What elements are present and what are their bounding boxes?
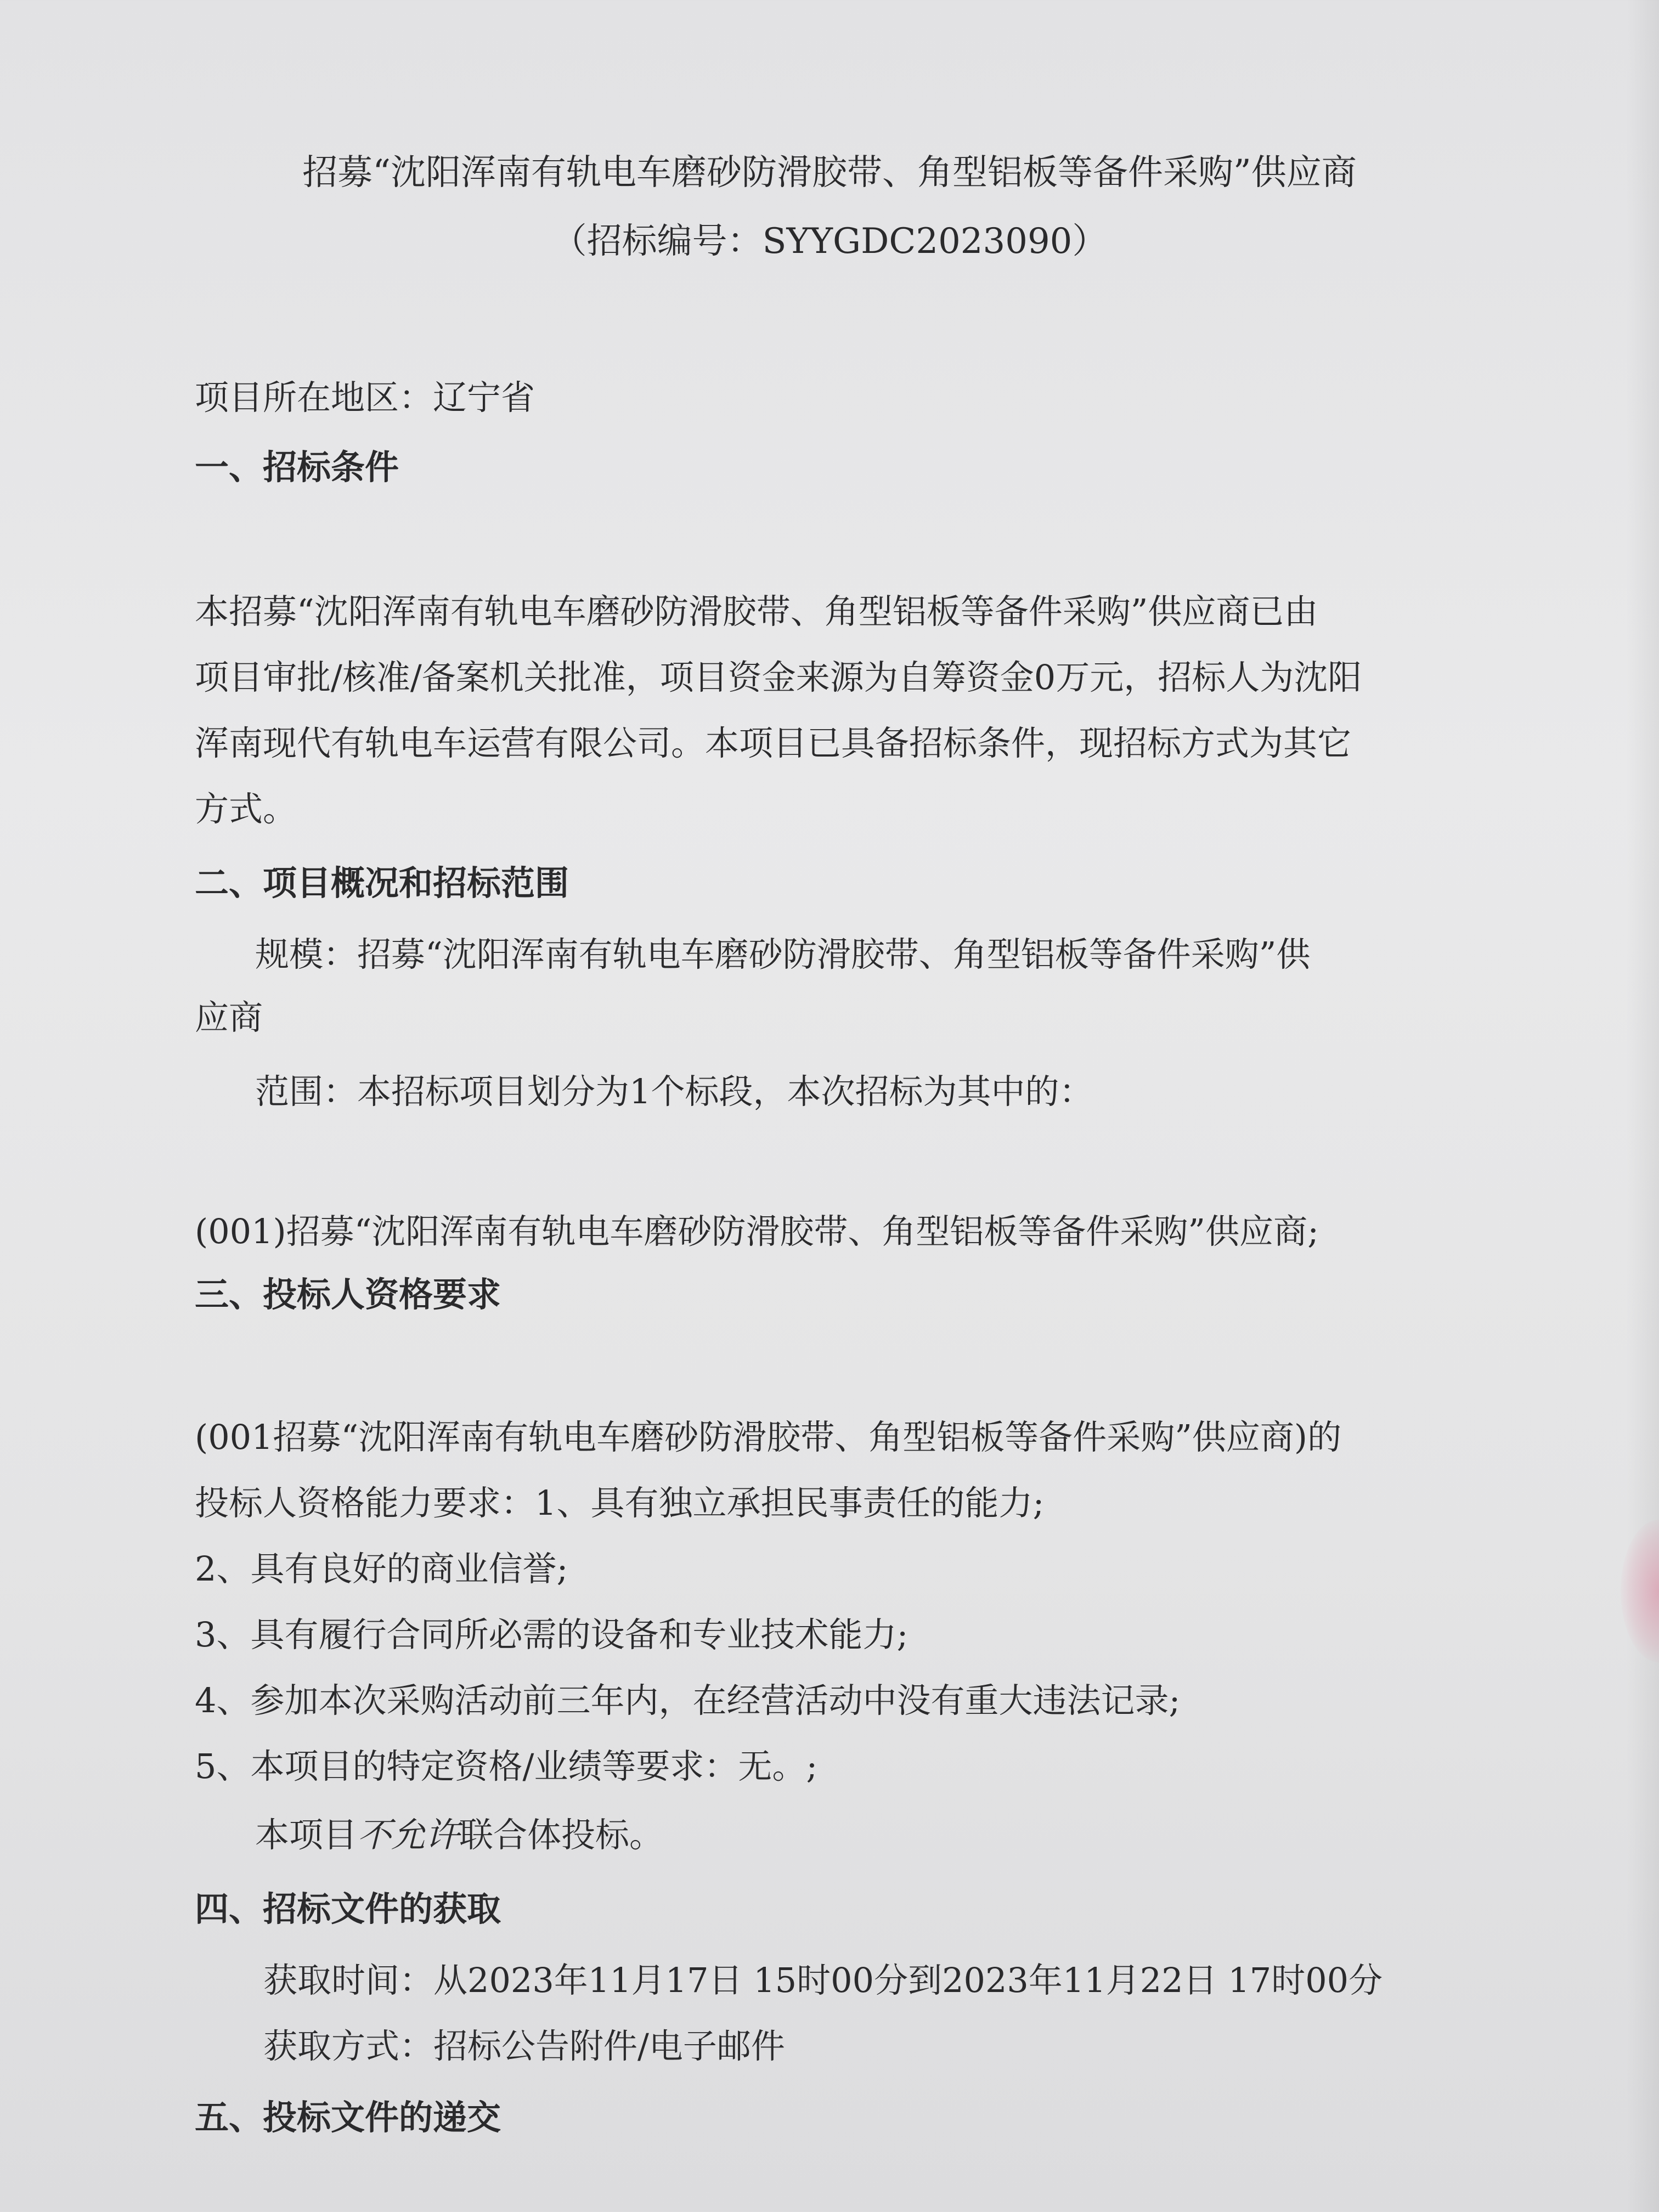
section1-line-4: 方式。 [195,789,297,829]
section1-line-3: 浑南现代有轨电车运营有限公司。本项目已具备招标条件，现招标方式为其它 [195,723,1352,763]
section-heading-1: 一、招标条件 [195,447,399,487]
qualification-line-2: 投标人资格能力要求：1、具有独立承担民事责任的能力; [195,1483,1045,1523]
qualification-line-1: (001招募“沈阳浑南有轨电车磨砂防滑胶带、角型铝板等备件采购”供应商)的 [195,1417,1342,1457]
document-title: 招募“沈阳浑南有轨电车磨砂防滑胶带、角型铝板等备件采购”供应商 [302,153,1357,193]
section-heading-5: 五、投标文件的递交 [195,2097,501,2137]
joint-bid-line [255,1813,663,1857]
project-region: 项目所在地区：辽宁省 [195,377,535,417]
acquire-time: 获取时间：从2023年11月17日 15时00分到2023年11月22日 17时00分 [263,1960,1383,2000]
joint-not-allowed: 不允许 [357,1815,460,1855]
section-heading-4: 四、招标文件的获取 [195,1889,501,1929]
lot-line: (001)招募“沈阳浑南有轨电车磨砂防滑胶带、角型铝板等备件采购”供应商; [195,1211,1319,1251]
scale-line-2: 应商 [195,997,263,1037]
bid-number: （招标编号：SYYGDC2023090） [551,221,1108,262]
joint-suffix: 联合体投标。 [459,1815,664,1855]
section-heading-3: 三、投标人资格要求 [195,1274,501,1314]
qualification-line-4: 3、具有履行合同所必需的设备和专业技术能力; [195,1615,909,1655]
page-edge-shadow [1626,0,1659,2212]
section1-line-2: 项目审批/核准/备案机关批准，项目资金来源为自筹资金0万元，招标人为沈阳 [195,657,1362,697]
acquire-method: 获取方式：招标公告附件/电子邮件 [263,2026,785,2066]
scope-line: 范围：本招标项目划分为1个标段，本次招标为其中的： [255,1071,1093,1111]
section-heading-2: 二、项目概况和招标范围 [195,863,569,903]
scale-line-1: 规模：招募“沈阳浑南有轨电车磨砂防滑胶带、角型铝板等备件采购”供 [255,934,1311,974]
qualification-line-5: 4、参加本次采购活动前三年内，在经营活动中没有重大违法记录; [195,1680,1181,1720]
section1-line-1: 本招募“沈阳浑南有轨电车磨砂防滑胶带、角型铝板等备件采购”供应商已由 [195,591,1318,631]
qualification-line-3: 2、具有良好的商业信誉; [195,1549,568,1589]
joint-prefix: 本项目 [255,1815,358,1855]
qualification-line-6: 5、本项目的特定资格/业绩等要求：无。; [195,1746,818,1786]
